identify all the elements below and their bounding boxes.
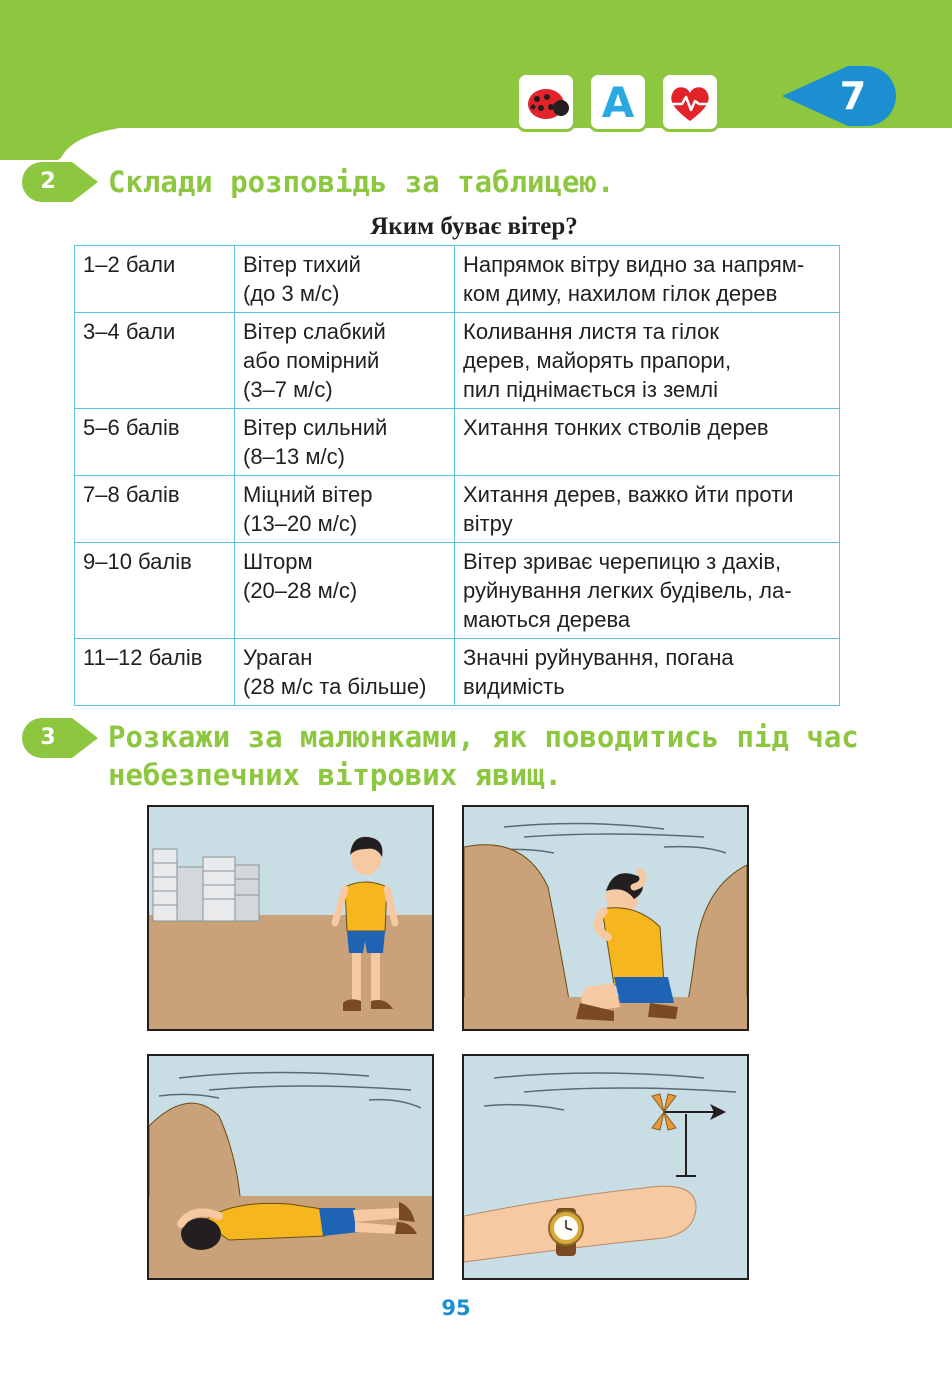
score-cell: 11–12 балів <box>75 639 235 706</box>
wind-name-cell: Шторм (20–28 м/с) <box>235 543 455 639</box>
header-band <box>0 0 952 160</box>
page-number: 95 <box>441 1296 471 1320</box>
picture-boy-crouching <box>462 805 749 1031</box>
score-cell: 9–10 балів <box>75 543 235 639</box>
wind-table <box>74 245 840 706</box>
task-2-marker <box>22 160 100 209</box>
letter-a-glyph: A <box>601 78 635 127</box>
table-row <box>75 476 840 543</box>
picture-watch-weathervane <box>462 1054 749 1280</box>
task-3-title-line-1: Розкажи за малюнками, як поводитись під час <box>108 720 859 754</box>
task-3-number: 3 <box>40 725 56 750</box>
picture-boy-standing <box>147 805 434 1031</box>
task-3-marker <box>22 716 100 765</box>
table-title: Яким буває вітер? <box>370 213 578 240</box>
signs-cell: Вітер зриває черепицю з дахів, руйнування легких будівель, ла- маються дерева <box>455 543 840 639</box>
score-cell: 3–4 бали <box>75 313 235 409</box>
table-row <box>75 543 840 639</box>
table-row <box>75 639 840 706</box>
signs-cell: Хитання дерев, важко йти проти вітру <box>455 476 840 543</box>
score-cell: 7–8 балів <box>75 476 235 543</box>
score-cell: 5–6 балів <box>75 409 235 476</box>
table-row <box>75 409 840 476</box>
task-2-number: 2 <box>40 169 56 194</box>
heart-pulse-icon <box>660 72 720 132</box>
letter-a-icon <box>588 72 648 132</box>
table-row <box>75 246 840 313</box>
wind-name-cell: Міцний вітер (13–20 м/с) <box>235 476 455 543</box>
table-row <box>75 313 840 409</box>
wind-name-cell: Вітер слабкий або помірний (3–7 м/с) <box>235 313 455 409</box>
signs-cell: Напрямок вітру видно за напрям- ком диму, нахилом гілок дерев <box>455 246 840 313</box>
chapter-number: 7 <box>839 74 867 118</box>
signs-cell: Значні руйнування, погана видимість <box>455 639 840 706</box>
task-2-title: Склади розповідь за таблицею. <box>108 165 615 199</box>
signs-cell: Хитання тонких стволів дерев <box>455 409 840 476</box>
task-3-title-line-2: небезпечних вітрових явищ. <box>108 758 562 792</box>
wind-name-cell: Ураган (28 м/с та більше) <box>235 639 455 706</box>
signs-cell: Коливання листя та гілок дерев, майорять прапори, пил піднімається із землі <box>455 313 840 409</box>
wind-name-cell: Вітер сильний (8–13 м/с) <box>235 409 455 476</box>
ladybug-icon <box>516 72 576 132</box>
score-cell: 1–2 бали <box>75 246 235 313</box>
wind-name-cell: Вітер тихий (до 3 м/с) <box>235 246 455 313</box>
picture-boy-lying <box>147 1054 434 1280</box>
